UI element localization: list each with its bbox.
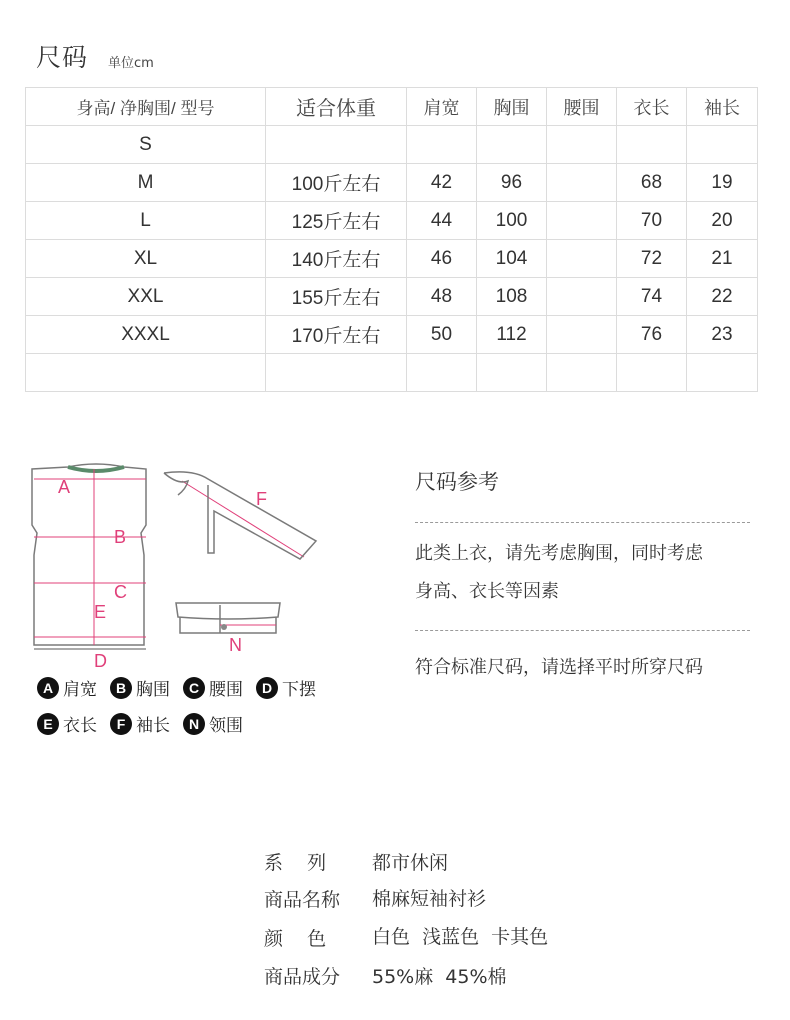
label-n: N <box>229 635 242 655</box>
table-cell: XL <box>26 240 266 278</box>
hem-outline <box>176 603 280 633</box>
legend-badge: D <box>256 677 278 699</box>
legend-badge: C <box>183 677 205 699</box>
column-header: 适合体重 <box>266 88 407 126</box>
reference-text-line: 身高、衣长等因素 <box>415 581 559 602</box>
label-c: C <box>114 582 127 602</box>
legend-item <box>183 675 243 700</box>
table-cell: 48 <box>407 278 477 316</box>
table-cell: 140斤左右 <box>266 240 407 278</box>
legend-badge: F <box>110 713 132 735</box>
label-f: F <box>256 489 267 509</box>
legend-text: 肩宽 <box>63 680 97 700</box>
page-title: 尺码 <box>36 43 89 72</box>
table-cell <box>547 316 617 354</box>
table-cell <box>547 164 617 202</box>
table-cell: 44 <box>407 202 477 240</box>
legend-badge: E <box>37 713 59 735</box>
legend-text: 衣长 <box>63 716 97 736</box>
legend-item <box>37 675 97 700</box>
column-header: 衣长 <box>617 88 687 126</box>
legend-text: 腰围 <box>209 680 243 700</box>
column-header: 腰围 <box>547 88 617 126</box>
sleeve-outline <box>164 472 316 559</box>
table-row <box>26 164 758 202</box>
table-cell: 170斤左右 <box>266 316 407 354</box>
legend-text: 袖长 <box>136 716 170 736</box>
table-cell: XXL <box>26 278 266 316</box>
table-cell <box>617 126 687 164</box>
table-cell: 112 <box>477 316 547 354</box>
table-cell: 50 <box>407 316 477 354</box>
table-cell: 20 <box>687 202 758 240</box>
table-cell <box>617 354 687 392</box>
table-cell: 23 <box>687 316 758 354</box>
legend-item <box>110 711 170 736</box>
table-cell: L <box>26 202 266 240</box>
table-cell <box>477 126 547 164</box>
label-e: E <box>94 602 107 622</box>
legend-item <box>37 711 97 736</box>
label-d: D <box>94 651 107 670</box>
table-row <box>26 126 758 164</box>
table-cell: 70 <box>617 202 687 240</box>
label-b: B <box>114 527 127 547</box>
table-cell <box>407 126 477 164</box>
column-header: 肩宽 <box>407 88 477 126</box>
table-cell <box>547 354 617 392</box>
collar-trim <box>68 467 124 471</box>
info-label-color: 颜 色 <box>264 928 327 950</box>
table-row <box>26 240 758 278</box>
table-header-row <box>26 88 758 126</box>
table-cell: XXXL <box>26 316 266 354</box>
table-cell: 155斤左右 <box>266 278 407 316</box>
table-cell: 19 <box>687 164 758 202</box>
reference-text-line: 此类上衣，请先考虑胸围，同时考虑 <box>415 543 703 564</box>
column-header: 胸围 <box>477 88 547 126</box>
reference-text-line: 符合标准尺码，请选择平时所穿尺码 <box>415 657 703 678</box>
table-cell: 100斤左右 <box>266 164 407 202</box>
table-cell: 125斤左右 <box>266 202 407 240</box>
legend-item <box>183 711 243 736</box>
column-header: 袖长 <box>687 88 758 126</box>
table-cell <box>266 354 407 392</box>
info-value-color: 白色 浅蓝色 卡其色 <box>372 926 549 948</box>
legend-text: 胸围 <box>136 680 170 700</box>
legend-text: 下摆 <box>282 680 316 700</box>
table-cell <box>687 354 758 392</box>
label-a: A <box>58 477 71 497</box>
button-dot <box>221 624 227 630</box>
table-cell <box>266 126 407 164</box>
info-value-series: 都市休闲 <box>372 852 449 874</box>
table-cell <box>687 126 758 164</box>
size-table <box>25 87 758 392</box>
measurement-legend-row-2 <box>37 711 256 736</box>
shirt-front-outline <box>32 464 146 645</box>
table-cell: M <box>26 164 266 202</box>
table-cell <box>26 354 266 392</box>
table-cell <box>477 354 547 392</box>
legend-item <box>256 675 316 700</box>
legend-item <box>110 675 170 700</box>
info-value-name: 棉麻短袖衬衫 <box>372 888 487 910</box>
info-label-name: 商品名称 <box>264 889 341 911</box>
legend-text: 领围 <box>209 716 243 736</box>
measurement-legend-row-1 <box>37 675 329 700</box>
table-cell: 21 <box>687 240 758 278</box>
column-header: 身高/ 净胸围/ 型号 <box>26 88 266 126</box>
table-cell: 68 <box>617 164 687 202</box>
size-reference-title: 尺码参考 <box>415 470 499 494</box>
unit-label: 单位cm <box>108 56 154 71</box>
table-row <box>26 202 758 240</box>
table-cell: 108 <box>477 278 547 316</box>
legend-badge: A <box>37 677 59 699</box>
table-cell: 104 <box>477 240 547 278</box>
table-cell <box>407 354 477 392</box>
legend-badge: B <box>110 677 132 699</box>
info-value-composition: 55%麻 45%棉 <box>372 966 507 988</box>
table-cell: S <box>26 126 266 164</box>
dashed-divider <box>415 522 750 523</box>
garment-measurement-diagram <box>28 455 328 670</box>
table-cell <box>547 240 617 278</box>
table-row <box>26 278 758 316</box>
table-cell: 42 <box>407 164 477 202</box>
table-cell: 96 <box>477 164 547 202</box>
table-cell <box>547 202 617 240</box>
table-row <box>26 316 758 354</box>
table-cell: 100 <box>477 202 547 240</box>
legend-badge: N <box>183 713 205 735</box>
table-cell <box>547 126 617 164</box>
info-label-series: 系 列 <box>264 852 327 874</box>
table-cell: 22 <box>687 278 758 316</box>
table-cell: 74 <box>617 278 687 316</box>
table-cell <box>547 278 617 316</box>
table-row <box>26 354 758 392</box>
table-cell: 46 <box>407 240 477 278</box>
table-cell: 72 <box>617 240 687 278</box>
table-cell: 76 <box>617 316 687 354</box>
info-label-composition: 商品成分 <box>264 966 341 988</box>
dashed-divider <box>415 630 750 631</box>
